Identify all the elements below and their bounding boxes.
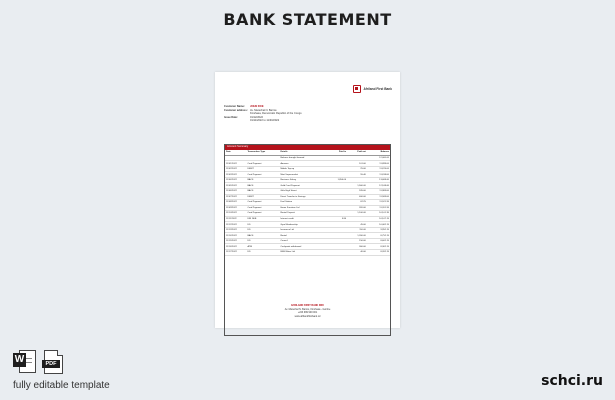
table-cell: Business Salary [279,177,329,183]
table-cell: 25.00 [347,166,367,172]
column-header: Paid in [329,150,347,156]
table-cell: 11/03/2022 [225,172,246,178]
customer-info-label [224,119,250,123]
table-cell: Cashpoint withdrawal [279,244,329,250]
table-cell: DEBIT [246,194,279,200]
bank-logo-icon [353,85,361,93]
table-cell: 11,583.60 [367,194,390,200]
table-cell: Council [279,238,329,244]
customer-info-value: Av. Marechal N. Barros [250,108,277,112]
pdf-icon [42,349,66,375]
customer-info-row [224,119,394,123]
table-cell: 12,000.00 [367,155,390,161]
table-cell: Card Payment [246,172,279,178]
table-cell: 55.40 [347,172,367,178]
bank-logo-text: Afriland First Bank [363,87,392,91]
table-cell: 9,952.15 [367,227,390,233]
table-cell: 8,602.15 [367,238,390,244]
template-note: fully editable template [13,380,110,391]
footer-bank-name: AFRILAND FIRST BANK DRC [290,304,325,307]
column-header: Transaction Type [246,150,279,156]
table-cell: 40.00 [347,249,367,255]
table-cell: Interest credit [279,216,329,222]
customer-info-label: Customer address: [224,108,248,112]
table-cell: BSB Water Ltd [279,249,329,255]
table-cell: BACS [246,233,279,239]
table-cell: Mart Supermarket [279,172,329,178]
table-cell: Rental Deposit [279,211,329,217]
statement-document [215,72,400,328]
table-cell: 11/01/2022 [225,161,246,167]
table-cell: 1,850.00 [329,177,347,183]
table-cell: BACS [246,188,279,194]
table-cell: 11/04/2022 [225,177,246,183]
customer-info-value: 01/12/2022 [250,115,263,119]
table-cell: 11,899.00 [367,161,390,167]
table-cell: Card Payment [246,200,279,206]
table-cell: 12,168.60 [367,183,390,189]
column-header: Balance [367,150,390,156]
table-cell: 11/15/2022 [225,238,246,244]
customer-info-value: Kinshasa, Democratic Republic of the Congo [250,112,302,116]
word-icon [13,349,37,375]
table-cell: 11/16/2022 [225,244,246,250]
footer-website[interactable]: www.afrilandfirstbank.cd [294,314,321,318]
table-cell: 10,062.15 [367,222,390,228]
customer-info [224,105,394,123]
table-cell: 11/07/2022 [225,194,246,200]
table-cell: Direct Transfer to Savings [279,194,329,200]
pdf-fold-shape [57,350,63,356]
customer-info-value: JOHN DOE [250,105,264,108]
table-cell: Balance brought forward [279,155,329,161]
table-cell: 62.25 [347,200,367,206]
table-cell: 10,107.15 [367,216,390,222]
customer-info-label: Customer Name: [224,105,245,108]
table-cell: Gold Card Payment [279,183,329,189]
table-cell: 11/05/2022 [225,183,246,189]
transactions-table [225,150,390,256]
customer-info-value: 01/11/2022 to 11/30/2022 [250,119,280,123]
account-summary-title: Account Summary [225,145,390,150]
site-name[interactable]: schci.ru [541,373,603,389]
table-cell: 11/08/2022 [225,200,246,206]
table-cell: 11,201.35 [367,205,390,211]
table-cell: Amazon [279,161,329,167]
table-cell: Home Furniture Ltd [279,205,329,211]
table-cell: 8,302.15 [367,244,390,250]
table-cell: 1,100.00 [347,211,367,217]
table-cell: 8,752.15 [367,233,390,239]
bank-logo [353,85,392,93]
table-cell: 11/14/2022 [225,233,246,239]
table-cell: 11/17/2022 [225,249,246,255]
table-cell: BACS [246,183,279,189]
table-cell: Card Payment [246,161,279,167]
table-cell: Card Payment [246,205,279,211]
table-cell: BACS [246,177,279,183]
pdf-badge: PDF [42,360,60,368]
table-cell: 11/11/2022 [225,216,246,222]
table-cell: 300.00 [347,244,367,250]
table-cell: 10,101.35 [367,211,390,217]
table-cell: 320.00 [347,205,367,211]
table-cell: 1,200.00 [347,233,367,239]
table-cell: DD [246,227,279,233]
column-header: Date [225,150,246,156]
page-title: BANK STATEMENT [223,10,392,29]
bank-footer [215,304,400,318]
table-cell: Mobile Top-up [279,166,329,172]
column-header: Paid out [347,150,367,156]
word-badge: W [14,354,25,365]
table-cell: 11,874.00 [367,166,390,172]
customer-info-label: Issue Date: [224,115,238,119]
table-cell: 400.00 [347,194,367,200]
table-cell: DEBIT [246,166,279,172]
table-cell: 11/12/2022 [225,222,246,228]
table-cell: 1,500.00 [347,183,367,189]
table-cell [329,249,347,255]
file-format-icons [13,349,66,375]
table-cell: 11/13/2022 [225,227,246,233]
table-cell: DIR DEB [246,216,279,222]
table-cell: Gym Membership [279,222,329,228]
table-cell: Fuel Station [279,200,329,206]
table-cell: Gifts High Street [279,188,329,194]
table-cell: ATM [246,244,279,250]
table-cell: Card Payment [246,211,279,217]
table-cell: 11/02/2022 [225,166,246,172]
table-cell: 11,521.35 [367,200,390,206]
table-cell: 8,262.15 [367,249,390,255]
table-cell: 11/10/2022 [225,211,246,217]
table-cell: Rental [279,233,329,239]
table-row [225,249,390,255]
column-header: Details [279,150,329,156]
footer-address: Av. Marechal N. Barros, Kinshasa - Gombe [284,307,331,311]
table-cell: 5.80 [329,216,347,222]
table-cell: 11/06/2022 [225,188,246,194]
table-cell: 11,818.60 [367,172,390,178]
table-cell: 101.00 [347,161,367,167]
table-cell: 11,983.60 [367,188,390,194]
table-cell: DD [246,238,279,244]
table-cell: 11/09/2022 [225,205,246,211]
table-cell: 13,668.60 [367,177,390,183]
footer-phone: +243 999 900 001 [297,311,318,314]
table-cell: 45.00 [347,222,367,228]
table-cell: DD [246,249,279,255]
table-cell: DD [246,222,279,228]
table-cell: Insurance Ltd [279,227,329,233]
table-cell: 150.00 [347,238,367,244]
table-cell: 110.00 [347,227,367,233]
table-cell: 185.00 [347,188,367,194]
